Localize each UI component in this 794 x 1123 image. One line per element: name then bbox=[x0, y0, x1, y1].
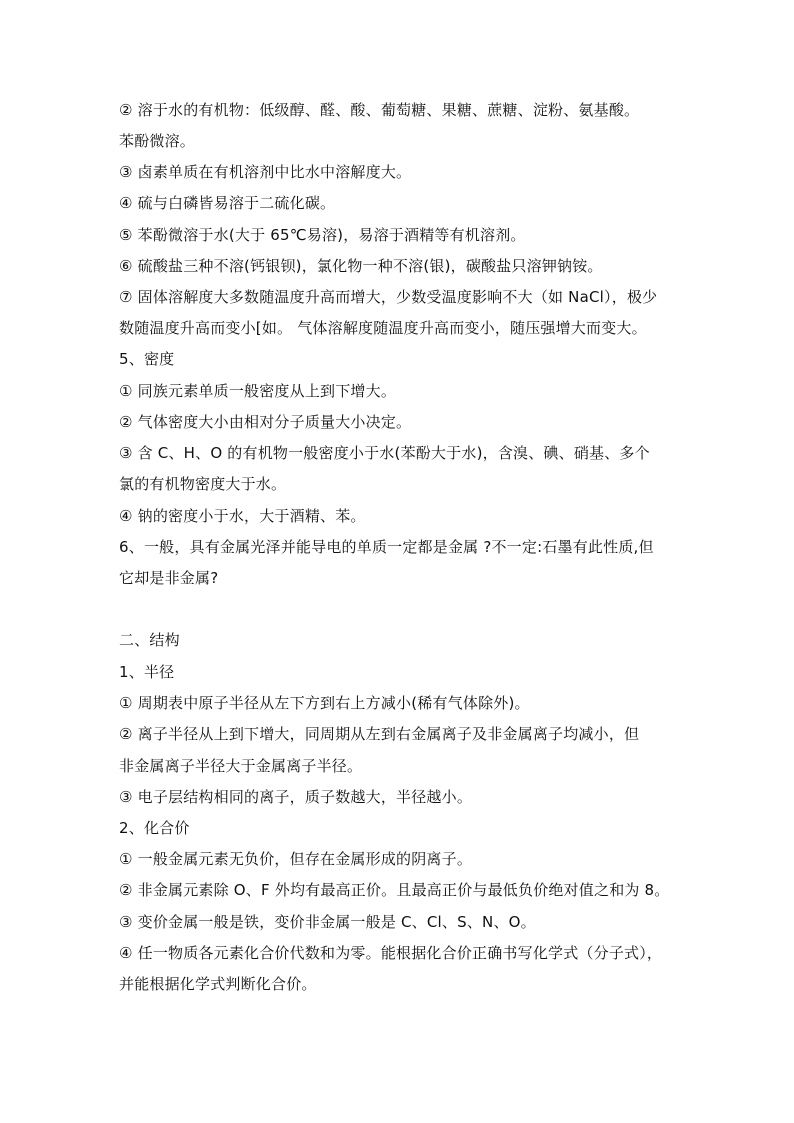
text-line: ② 溶于水的有机物：低级醇、醛、酸、葡萄糖、果糖、蔗糖、淀粉、氨基酸。 bbox=[119, 101, 640, 119]
text-line: ① 一般金属元素无负价，但存在金属形成的阴离子。 bbox=[119, 850, 473, 868]
chapter-heading: 二、结构 bbox=[119, 631, 180, 649]
text-line: ① 周期表中原子半径从左下方到右上方减小(稀有气体除外)。 bbox=[119, 694, 530, 712]
text-line: 非金属离子半径大于金属离子半径。 bbox=[119, 757, 363, 775]
text-line: ④ 钠的密度小于水，大于酒精、苯。 bbox=[119, 507, 366, 525]
text-line: ⑤ 苯酚微溶于水(大于 65℃易溶)，易溶于酒精等有机溶剂。 bbox=[119, 226, 526, 244]
text-line: 数随温度升高而变小[如。 气体溶解度随温度升高而变小，随压强增大而变大。 bbox=[119, 319, 647, 337]
text-line: ④ 任一物质各元素化合价代数和为零。能根据化合价正确书写化学式（分子式）， bbox=[119, 944, 663, 962]
text-line: ③ 卤素单质在有机溶剂中比水中溶解度大。 bbox=[119, 163, 412, 181]
text-line: ② 气体密度大小由相对分子质量大小决定。 bbox=[119, 413, 412, 431]
text-line: ④ 硫与白磷皆易溶于二硫化碳。 bbox=[119, 194, 336, 212]
section-heading: 2、化合价 bbox=[119, 819, 190, 837]
text-line: ③ 变价金属一般是铁，变价非金属一般是 C、Cl、S、N、O。 bbox=[119, 913, 536, 931]
text-line: 它却是非金属? bbox=[119, 569, 219, 587]
section-heading: 5、密度 bbox=[119, 350, 175, 368]
text-line: 6、一般，具有金属光泽并能导电的单质一定都是金属 ?不一定:石墨有此性质,但 bbox=[119, 538, 654, 556]
text-line: ⑥ 硫酸盐三种不溶(钙银钡)，氯化物一种不溶(银)，碳酸盐只溶钾钠铵。 bbox=[119, 257, 603, 275]
text-line: 并能根据化学式判断化合价。 bbox=[119, 975, 317, 993]
text-line: ② 离子半径从上到下增大，同周期从左到右金属离子及非金属离子均减小，但 bbox=[119, 725, 640, 743]
text-line: ② 非金属元素除 O、F 外均有最高正价。且最高正价与最低负价绝对值之和为 8。 bbox=[119, 881, 670, 899]
text-line: 氯的有机物密度大于水。 bbox=[119, 475, 287, 493]
text-line: ⑦ 固体溶解度大多数随温度升高而增大，少数受温度影响不大（如 NaCl），极少 bbox=[119, 288, 658, 306]
text-line: ③ 电子层结构相同的离子，质子数越大，半径越小。 bbox=[119, 788, 473, 806]
text-line: 苯酚微溶。 bbox=[119, 132, 196, 150]
section-heading: 1、半径 bbox=[119, 663, 175, 681]
text-line: ③ 含 C、H、O 的有机物一般密度小于水(苯酚大于水)，含溴、碘、硝基、多个 bbox=[119, 444, 650, 462]
text-line: ① 同族元素单质一般密度从上到下增大。 bbox=[119, 382, 397, 400]
